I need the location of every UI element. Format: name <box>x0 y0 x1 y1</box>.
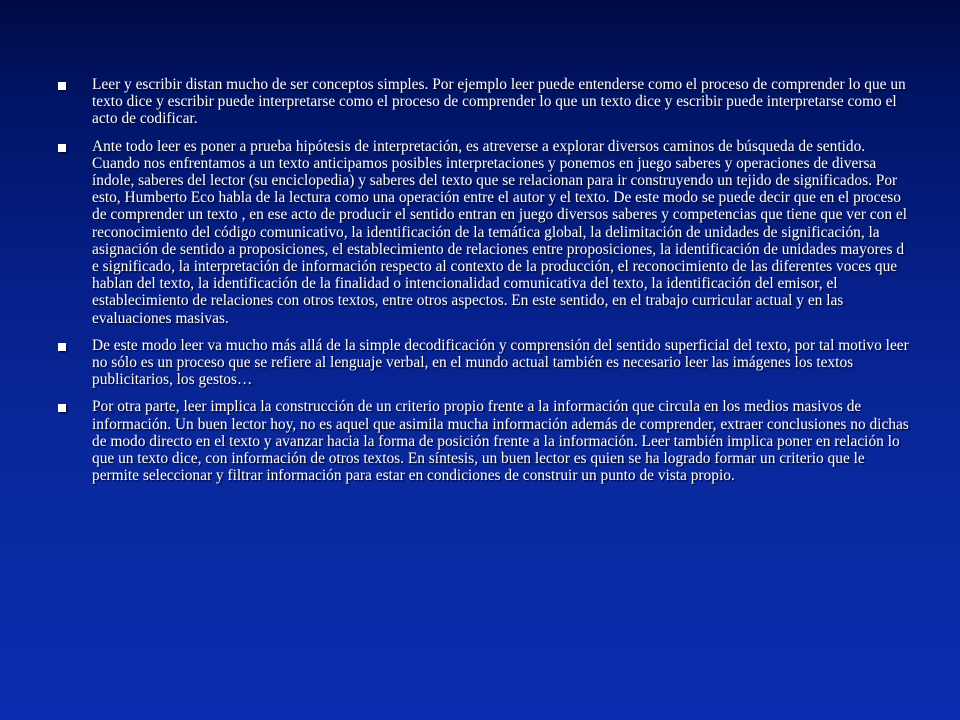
bullet-text: Ante todo leer es poner a prueba hipótesis de interpretación, es atreverse a explorar diversos caminos de búsqueda de sentido. Cuando nos enfrentamos a un texto anticipamos posibles interpretaciones y ponemos en juego saberes y operaciones de diversa índole, saberes del lector (su enciclopedia) y saberes del texto que se relacionan para ir construyendo un tejido de significados. Por esto, Humberto Eco habla de la lectura como una operación entre el autor y el texto. De este modo se puede decir que en el proceso de comprender un texto , en ese acto de producir el sentido entran en juego diversos saberes y competencias que tiene que ver con el reconocimiento del código comunicativo, la identificación de la temática global, la delimitación de unidades de significación, la asignación de sentido a proposiciones, el establecimiento de relaciones entre proposiciones, la identificación de unidades mayores d e significado, la interpretación de información respecto al contexto de la producción, el reconocimiento de las diferentes voces que hablan del texto, la identificación de la finalidad o intencionalidad comunicativa del texto, la identificación del emisor, el establecimiento de relaciones con otros textos, entre otros aspectos. En este sentido, en el trabajo curricular actual y en las evaluaciones masivas. <box>92 137 907 327</box>
square-bullet-icon <box>58 404 66 412</box>
bullet-item-2 <box>58 138 910 327</box>
bullet-text: Por otra parte, leer implica la construcción de un criterio propio frente a la información que circula en los medios masivos de información. Un buen lector hoy, no es aquel que asimila mucha información además de comprender, extraer conclusiones no dichas de modo directo en el texto y avanzar hacia la forma de posición frente a la información. Leer también implica poner en relación lo que un texto dice, con información de otros textos. En síntesis, un buen lector es quien se ha logrado formar un criterio que le permite seleccionar y filtrar información para estar en condiciones de construir un punto de vista propio. <box>92 398 909 485</box>
bullet-list <box>58 76 910 494</box>
bullet-item-1 <box>58 76 910 128</box>
square-bullet-icon <box>58 343 66 351</box>
bullet-item-3 <box>58 337 910 389</box>
bullet-item-4 <box>58 398 910 484</box>
bullet-text: Leer y escribir distan mucho de ser conceptos simples. Por ejemplo leer puede entenderse como el proceso de comprender lo que un texto dice y escribir puede interpretarse como el proceso de comprender lo que un texto dice y escribir puede interpretarse como el acto de codificar. <box>92 76 906 128</box>
square-bullet-icon <box>58 82 66 90</box>
square-bullet-icon <box>58 144 66 152</box>
bullet-text: De este modo leer va mucho más allá de la simple decodificación y comprensión del sentido superficial del texto, por tal motivo leer no sólo es un proceso que se refiere al lenguaje verbal, en el mundo actual también es necesario leer las imágenes los textos publicitarios, los gestos… <box>92 336 909 389</box>
